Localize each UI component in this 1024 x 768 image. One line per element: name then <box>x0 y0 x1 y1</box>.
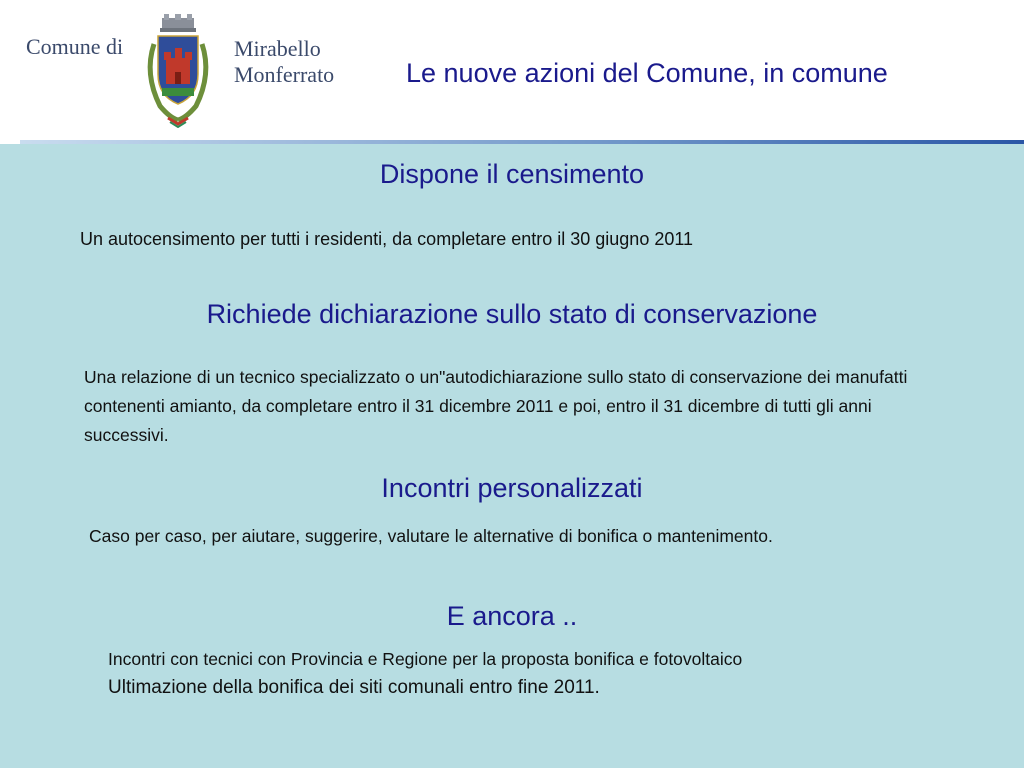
section-heading-e-ancora: E ancora .. <box>446 601 578 631</box>
section-heading-incontri: Incontri personalizzati <box>381 473 643 503</box>
section-text-e-ancora-line1: Incontri con tecnici con Provincia e Regione per la proposta bonifica e fotovoltaico <box>108 649 743 669</box>
section-text-censimento: Un autocensimento per tutti i residenti, da completare entro il 30 giugno 2011 <box>80 229 694 249</box>
coat-of-arms-icon <box>140 14 216 128</box>
logo-text-mirabello-monferrato <box>234 36 334 88</box>
logo-line-mirabello: Mirabello <box>234 36 321 61</box>
logo-text-comune-di: Comune di <box>26 34 124 59</box>
section-text-e-ancora-line2: Ultimazione della bonifica dei siti comunali entro fine 2011. <box>108 677 600 698</box>
logo-line-monferrato: Monferrato <box>234 62 335 87</box>
section-text-dichiarazione: Una relazione di un tecnico specializzato o un"autodichiarazione sullo stato di conservazione dei manufatti contenenti amianto, da completare entro il 31 dicembre 2011 e poi, entro il 31 dicembre di tutti gli anni successivi. <box>84 367 908 445</box>
page-title: Le nuove azioni del Comune, in comune <box>406 58 888 88</box>
section-heading-censimento: Dispone il censimento <box>379 159 645 189</box>
header <box>0 0 1024 142</box>
section-heading-dichiarazione: Richiede dichiarazione sullo stato di conservazione <box>206 299 818 329</box>
section-text-incontri: Caso per caso, per aiutare, suggerire, valutare le alternative di bonifica o mantenimento. <box>89 526 773 546</box>
